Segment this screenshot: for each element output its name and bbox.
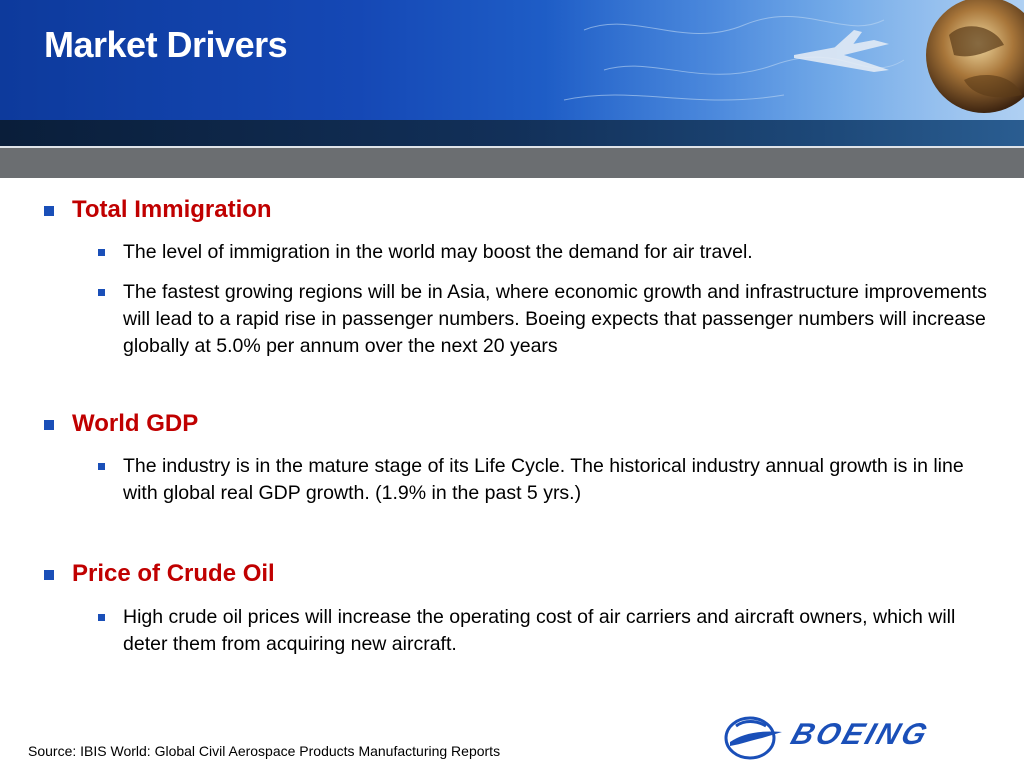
slide-title: Market Drivers [44,24,288,65]
bullet-point: The industry is in the mature stage of its Life Cycle. The historical industry annual growth is in line with global real GDP growth. (1.9% in the past 5 yrs.) [123,455,964,504]
header-stripe-gray [0,146,1024,178]
boeing-wordmark: BOEING [786,718,934,751]
bullet-point: The level of immigration in the world may boost the demand for air travel. [123,241,753,263]
square-bullet-icon [98,614,105,621]
square-bullet-icon [98,289,105,296]
bullet-point: The fastest growing regions will be in Asia, where economic growth and infrastructure improvements will lead to a rapid rise in passenger numbers. Boeing expects that passenger numbers will increase globally at 5.0% per annum over the next 20 years [123,281,987,357]
square-bullet-icon [44,420,54,430]
square-bullet-icon [44,206,54,216]
section-heading: World GDP [72,410,199,437]
section-heading: Total Immigration [72,196,272,223]
bullet-point: High crude oil prices will increase the operating cost of air carriers and aircraft owners, which will deter them from acquiring new aircraft. [123,606,956,655]
header-stripe-dark [0,120,1024,146]
banner-artwork [544,0,1024,120]
square-bullet-icon [98,463,105,470]
square-bullet-icon [44,570,54,580]
section-heading: Price of Crude Oil [72,560,275,587]
source-citation: Source: IBIS World: Global Civil Aerospace Products Manufacturing Reports [28,743,501,759]
header-banner [0,0,1024,120]
square-bullet-icon [98,249,105,256]
